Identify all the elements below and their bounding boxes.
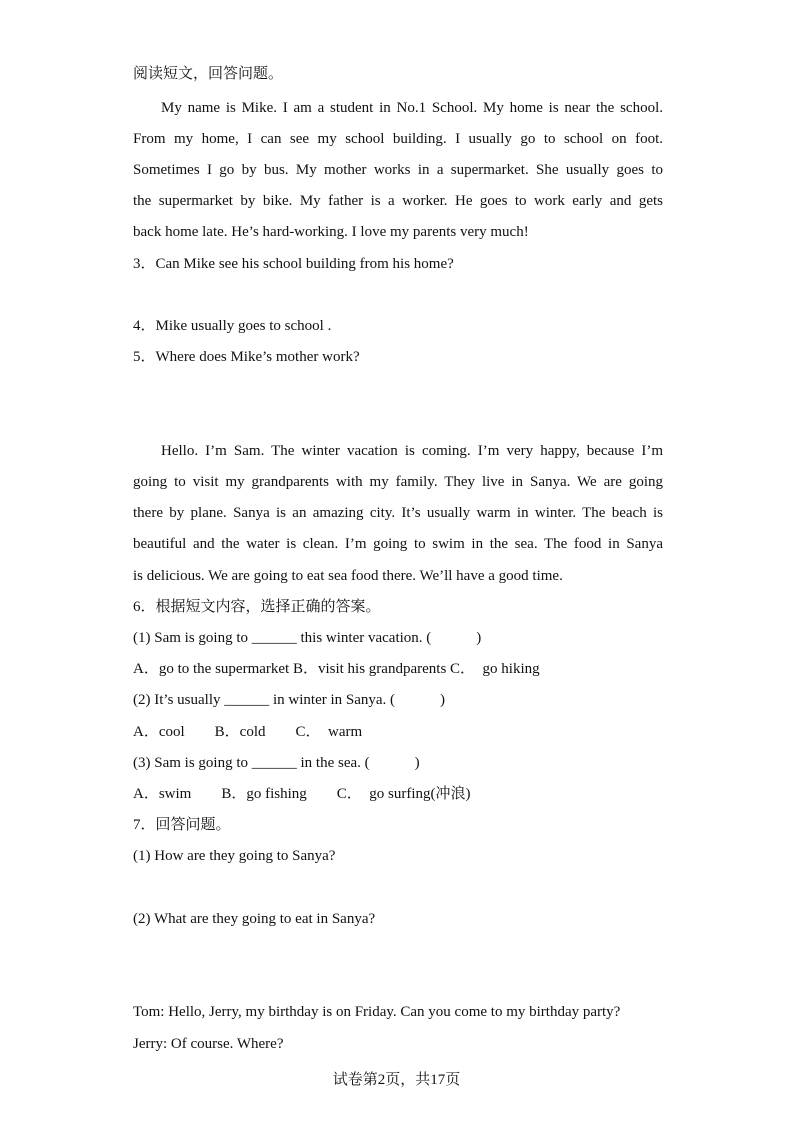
passage2-line-5: is delicious. We are going to eat sea food there. We’ll have a good time.	[133, 568, 563, 584]
question-6-3: (3) Sam is going to ______ in the sea. ( )	[133, 755, 420, 771]
passage2-line-1: Hello. I’m Sam. The winter vacation is coming. I’m very happy, because I’m	[161, 443, 663, 459]
passage2-line-2: going to visit my grandparents with my family. They live in Sanya. We are going	[133, 474, 663, 490]
question-6: 6．根据短文内容，选择正确的答案。	[133, 599, 381, 615]
question-7-1: (1) How are they going to Sanya?	[133, 848, 336, 864]
section1-heading: 阅读短文，回答问题。	[133, 66, 284, 82]
passage1-line-4: the supermarket by bike. My father is a worker. He goes to work early and gets	[133, 193, 663, 209]
passage2-line-4: beautiful and the water is clean. I’m going to swim in the sea. The food in Sanya	[133, 536, 663, 552]
question-6-2-options: A．cool B．cold C． warm	[133, 724, 363, 740]
question-6-2: (2) It’s usually ______ in winter in Sanya. ( )	[133, 692, 446, 708]
question-3: 3．Can Mike see his school building from his home?	[133, 256, 454, 272]
question-7-2: (2) What are they going to eat in Sanya?	[133, 911, 376, 927]
passage2-line-3: there by plane. Sanya is an amazing city. It’s usually warm in winter. The beach is	[133, 505, 663, 521]
passage1-line-1: My name is Mike. I am a student in No.1 School. My home is near the school.	[161, 100, 663, 116]
passage1-line-2: From my home, I can see my school building. I usually go to school on foot.	[133, 131, 663, 147]
question-5: 5．Where does Mike’s mother work?	[133, 349, 360, 365]
dialogue-line-2: Jerry: Of course. Where?	[133, 1036, 284, 1052]
dialogue-line-1: Tom: Hello, Jerry, my birthday is on Friday. Can you come to my birthday party?	[133, 1004, 621, 1020]
question-6-3-options: A．swim B．go fishing C． go surfing(冲浪)	[133, 786, 471, 802]
page-footer: 试卷第2页，共17页	[332, 1072, 461, 1088]
question-6-1: (1) Sam is going to ______ this winter vacation. ( )	[133, 630, 482, 646]
passage1-line-5: back home late. He’s hard-working. I love my parents very much!	[133, 224, 529, 240]
question-6-1-options: A．go to the supermarket B．visit his grandparents C． go hiking	[133, 661, 540, 677]
question-4: 4．Mike usually goes to school .	[133, 318, 332, 334]
passage1-line-3: Sometimes I go by bus. My mother works in a supermarket. She usually goes to	[133, 162, 663, 178]
question-7: 7．回答问题。	[133, 817, 231, 833]
